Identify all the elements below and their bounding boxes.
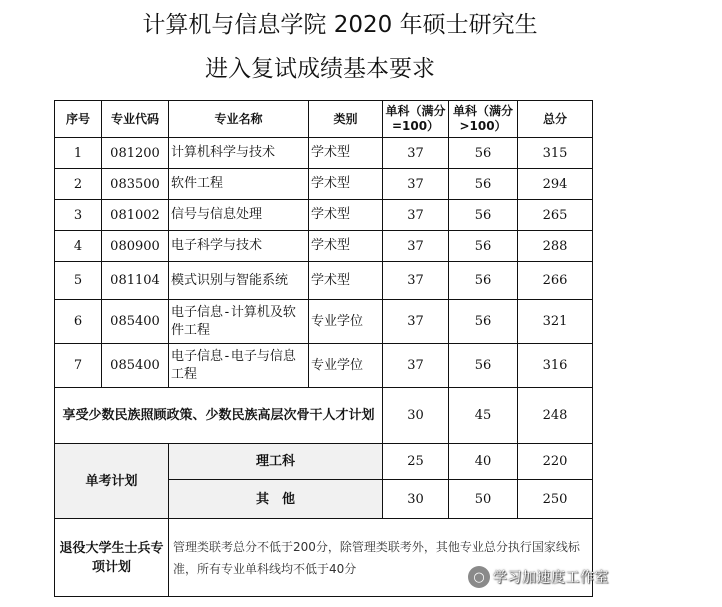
veterans-plan-note: 管理类联考总分不低于200分，除管理类联考外，其他专业总分执行国家线标准，所有专业单科线均不低于40分 bbox=[169, 519, 593, 597]
header-cell: 总分 bbox=[518, 101, 593, 138]
degree-type: 专业学位 bbox=[309, 344, 383, 388]
watermark bbox=[468, 566, 609, 588]
total-score: 266 bbox=[518, 262, 593, 300]
single-exam-label: 单考计划 bbox=[55, 444, 169, 519]
header-cell: 单科（满分>100） bbox=[449, 101, 518, 138]
major-name: 模式识别与智能系统 bbox=[169, 262, 309, 300]
row-number: 7 bbox=[55, 344, 102, 388]
total-score: 265 bbox=[518, 200, 593, 231]
table-row bbox=[55, 169, 593, 200]
total-score: 248 bbox=[518, 388, 593, 444]
major-code: 085400 bbox=[102, 344, 169, 388]
major-name: 软件工程 bbox=[169, 169, 309, 200]
single-100-score: 37 bbox=[383, 344, 449, 388]
total-score: 294 bbox=[518, 169, 593, 200]
single-over100-score: 40 bbox=[449, 444, 518, 480]
single-over100-score: 56 bbox=[449, 169, 518, 200]
single-100-score: 37 bbox=[383, 169, 449, 200]
single-100-score: 37 bbox=[383, 300, 449, 344]
major-code: 083500 bbox=[102, 169, 169, 200]
table-row bbox=[55, 138, 593, 169]
minority-plan-label: 享受少数民族照顾政策、少数民族高层次骨干人才计划 bbox=[55, 388, 383, 444]
single-100-score: 37 bbox=[383, 138, 449, 169]
header-cell: 单科（满分=100） bbox=[383, 101, 449, 138]
row-number: 2 bbox=[55, 169, 102, 200]
major-code: 081104 bbox=[102, 262, 169, 300]
major-name: 计算机科学与技术 bbox=[169, 138, 309, 169]
major-name: 信号与信息处理 bbox=[169, 200, 309, 231]
score-requirements-table bbox=[54, 100, 593, 597]
total-score: 220 bbox=[518, 444, 593, 480]
header-cell: 专业名称 bbox=[169, 101, 309, 138]
document-subtitle: 进入复试成绩基本要求 bbox=[205, 56, 435, 82]
header-cell: 专业代码 bbox=[102, 101, 169, 138]
header-cell: 类别 bbox=[309, 101, 383, 138]
row-number: 1 bbox=[55, 138, 102, 169]
single-100-score: 25 bbox=[383, 444, 449, 480]
single-over100-score: 56 bbox=[449, 344, 518, 388]
table-row bbox=[55, 344, 593, 388]
major-code: 085400 bbox=[102, 300, 169, 344]
single-over100-score: 56 bbox=[449, 138, 518, 169]
document-title: 计算机与信息学院 2020 年硕士研究生 bbox=[142, 12, 538, 38]
major-code: 080900 bbox=[102, 231, 169, 262]
row-number: 6 bbox=[55, 300, 102, 344]
header-row bbox=[55, 101, 593, 138]
single-100-score: 37 bbox=[383, 262, 449, 300]
degree-type: 学术型 bbox=[309, 169, 383, 200]
single-100-score: 30 bbox=[383, 480, 449, 519]
chat-bubble-icon: ○ bbox=[468, 566, 490, 588]
degree-type: 学术型 bbox=[309, 231, 383, 262]
table-row bbox=[55, 262, 593, 300]
single-exam-row bbox=[55, 444, 593, 480]
single-exam-subcategory: 理工科 bbox=[169, 444, 383, 480]
total-score: 250 bbox=[518, 480, 593, 519]
major-name: 电子信息-电子与信息工程 bbox=[169, 344, 309, 388]
row-number: 3 bbox=[55, 200, 102, 231]
total-score: 288 bbox=[518, 231, 593, 262]
single-over100-score: 56 bbox=[449, 200, 518, 231]
minority-row bbox=[55, 388, 593, 444]
total-score: 316 bbox=[518, 344, 593, 388]
single-over100-score: 45 bbox=[449, 388, 518, 444]
watermark-text: 学习加速度工作室 bbox=[493, 570, 609, 586]
degree-type: 专业学位 bbox=[309, 300, 383, 344]
row-number: 5 bbox=[55, 262, 102, 300]
single-over100-score: 56 bbox=[449, 262, 518, 300]
table-row bbox=[55, 300, 593, 344]
major-code: 081002 bbox=[102, 200, 169, 231]
table-row bbox=[55, 200, 593, 231]
single-over100-score: 56 bbox=[449, 231, 518, 262]
total-score: 321 bbox=[518, 300, 593, 344]
single-100-score: 37 bbox=[383, 200, 449, 231]
veterans-plan-label: 退役大学生士兵专项计划 bbox=[55, 519, 169, 597]
single-over100-score: 50 bbox=[449, 480, 518, 519]
header-cell: 序号 bbox=[55, 101, 102, 138]
degree-type: 学术型 bbox=[309, 138, 383, 169]
major-name: 电子科学与技术 bbox=[169, 231, 309, 262]
total-score: 315 bbox=[518, 138, 593, 169]
major-code: 081200 bbox=[102, 138, 169, 169]
single-100-score: 37 bbox=[383, 231, 449, 262]
table-row bbox=[55, 231, 593, 262]
degree-type: 学术型 bbox=[309, 200, 383, 231]
single-over100-score: 56 bbox=[449, 300, 518, 344]
single-exam-subcategory: 其 他 bbox=[169, 480, 383, 519]
single-100-score: 30 bbox=[383, 388, 449, 444]
degree-type: 学术型 bbox=[309, 262, 383, 300]
major-name: 电子信息-计算机及软件工程 bbox=[169, 300, 309, 344]
row-number: 4 bbox=[55, 231, 102, 262]
